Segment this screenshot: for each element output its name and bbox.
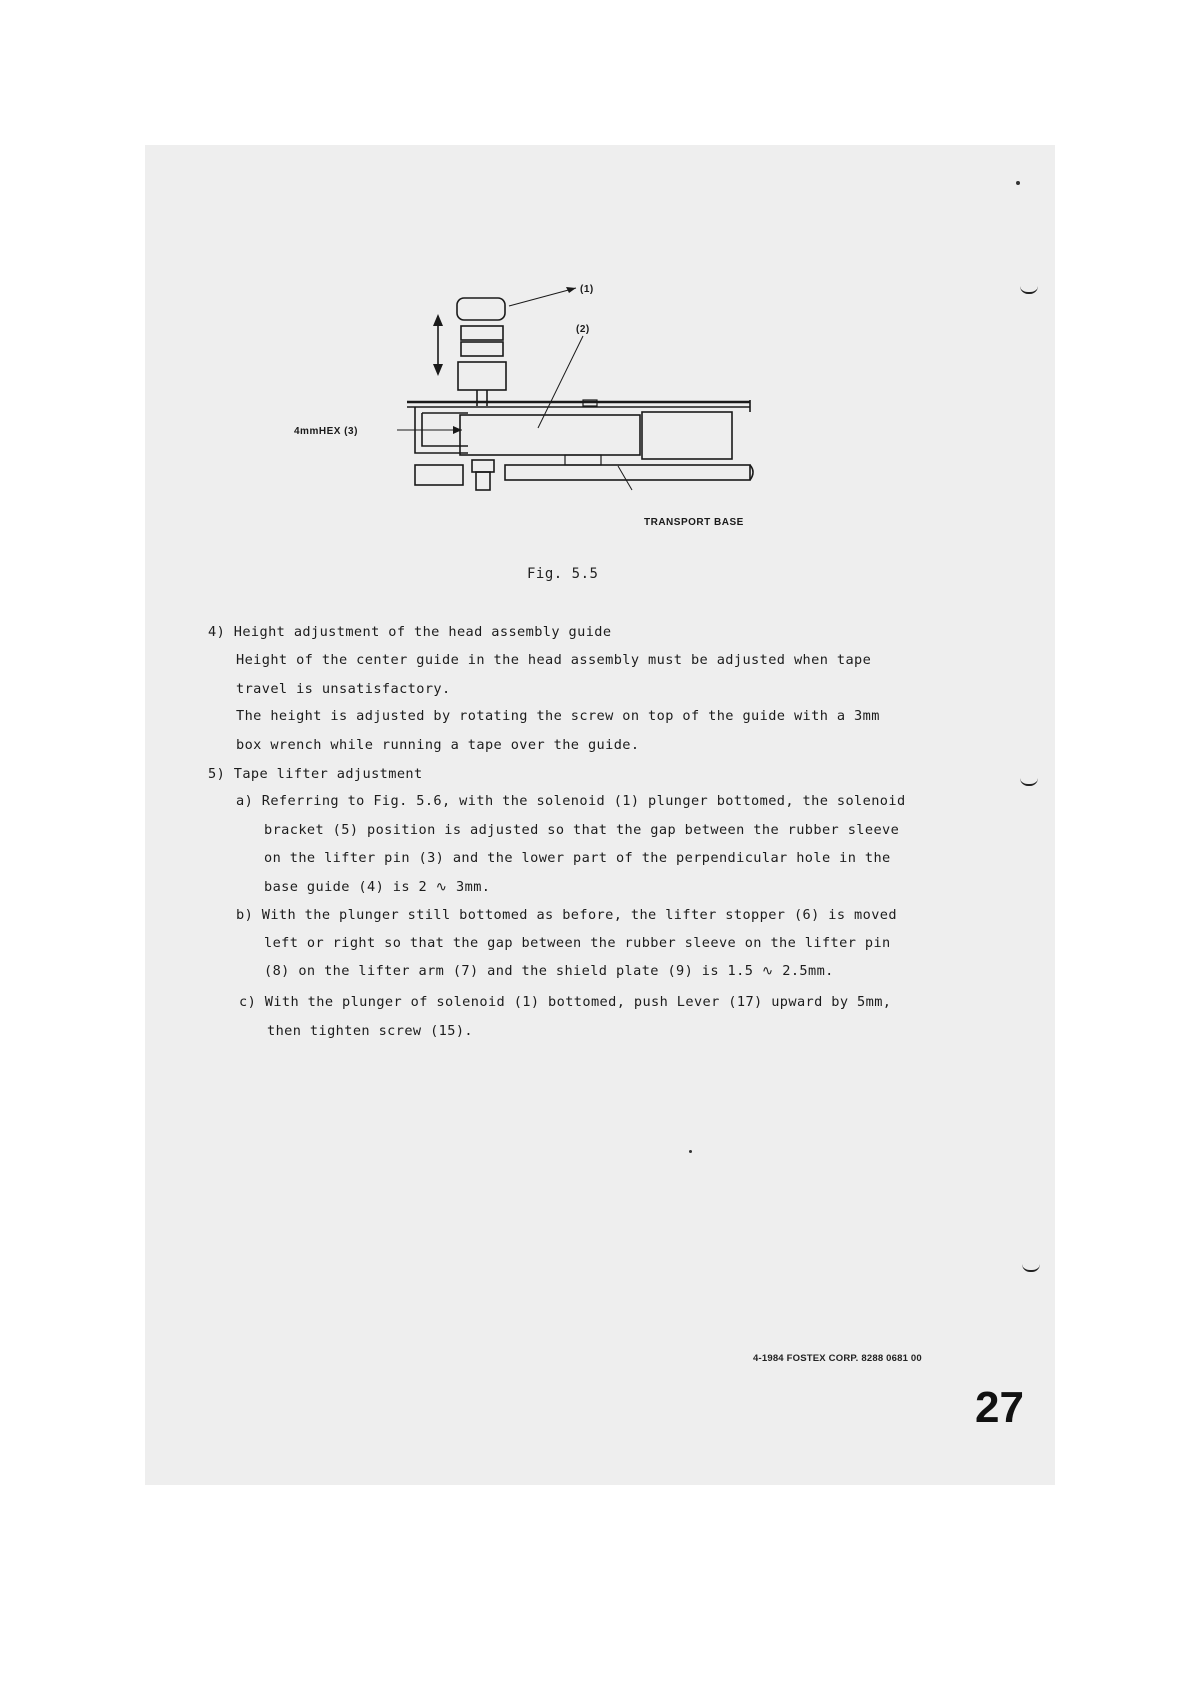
transport-base	[505, 465, 750, 480]
section-4-line: travel is unsatisfactory.	[236, 681, 451, 697]
item-a-line: a) Referring to Fig. 5.6, with the solenoid (1) plunger bottomed, the solenoid	[236, 793, 906, 809]
label-transport-base: TRANSPORT BASE	[644, 517, 744, 528]
item-b-line: b) With the plunger still bottomed as before, the lifter stopper (6) is moved	[236, 907, 897, 923]
left-foot	[415, 465, 463, 485]
label-part-2: (2)	[576, 324, 590, 335]
scan-speck	[1016, 181, 1020, 185]
page-number: 27	[975, 1383, 1024, 1432]
item-b-line: left or right so that the gap between the rubber sleeve on the lifter pin	[264, 935, 891, 951]
section-4-line: The height is adjusted by rotating the screw on top of the guide with a 3mm	[236, 708, 880, 724]
item-c-line: c) With the plunger of solenoid (1) bottomed, push Lever (17) upward by 5mm,	[239, 994, 892, 1010]
item-b-line: (8) on the lifter arm (7) and the shield plate (9) is 1.5 ∿ 2.5mm.	[264, 963, 834, 979]
section-4-line: box wrench while running a tape over the guide.	[236, 737, 640, 753]
figure-5-5	[280, 270, 800, 540]
section-4-heading: 4) Height adjustment of the head assembly guide	[208, 624, 612, 640]
hex-screw	[472, 460, 494, 472]
item-c-line: then tighten screw (15).	[267, 1023, 474, 1039]
label-part-1: (1)	[580, 284, 594, 295]
section-4-line: Height of the center guide in the head assembly must be adjusted when tape	[236, 652, 872, 668]
section-5-heading: 5) Tape lifter adjustment	[208, 766, 423, 782]
motor-block	[642, 412, 732, 459]
guide-ring-lower	[461, 342, 503, 356]
item-a-line: base guide (4) is 2 ∿ 3mm.	[264, 879, 491, 895]
scan-speck	[689, 1150, 692, 1153]
item-a-line: bracket (5) position is adjusted so that the gap between the rubber sleeve	[264, 822, 900, 838]
guide-cap	[457, 298, 505, 320]
guide-collar	[458, 362, 506, 390]
footer-meta: 4-1984 FOSTEX CORP. 8288 0681 00	[753, 1353, 922, 1364]
guide-block	[460, 415, 640, 455]
label-hex: 4mmHEX (3)	[294, 426, 358, 437]
figure-caption: Fig. 5.5	[527, 566, 599, 582]
head-guide-diagram	[280, 270, 800, 540]
guide-ring-upper	[461, 326, 503, 340]
item-a-line: on the lifter pin (3) and the lower part of the perpendicular hole in the	[264, 850, 891, 866]
